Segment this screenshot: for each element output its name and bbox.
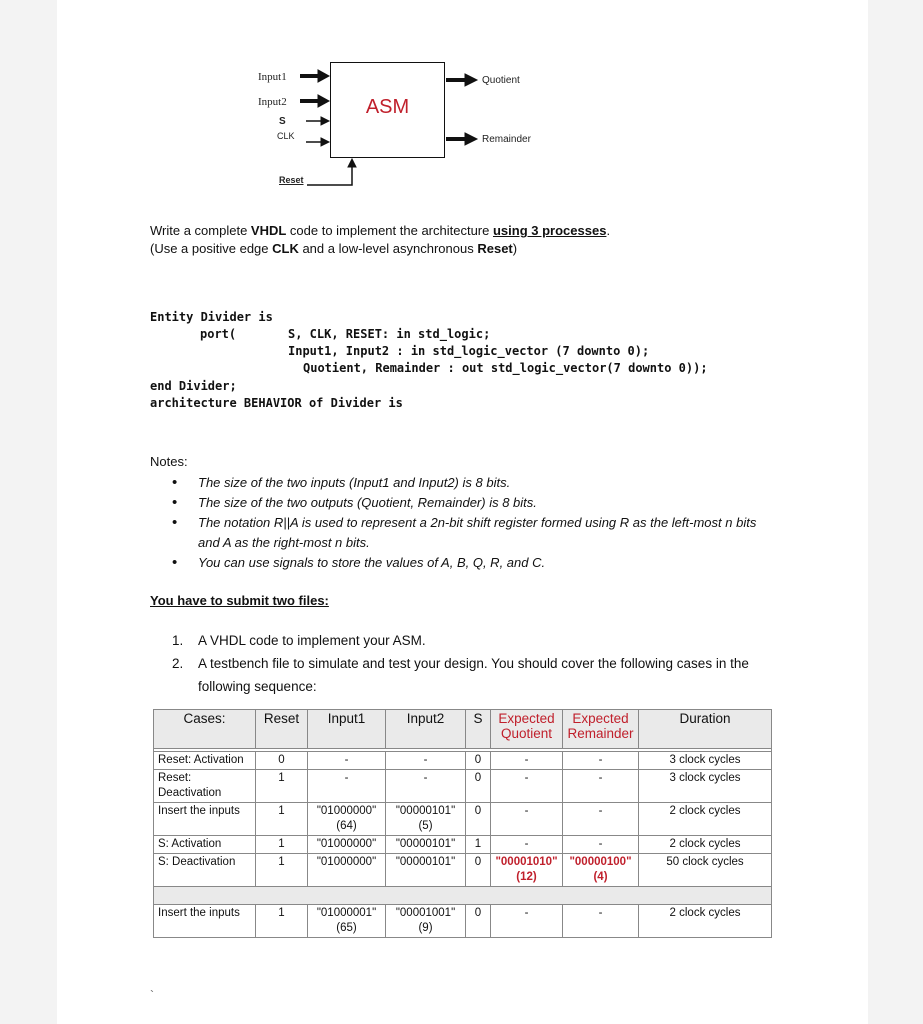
table-cell: - — [563, 770, 639, 803]
remainder-arrow-icon — [446, 133, 477, 145]
table-cell: "00001010" (12) — [491, 854, 563, 887]
table-cell: 0 — [466, 752, 491, 770]
table-cell: 1 — [256, 836, 308, 854]
table-cell: - — [491, 803, 563, 836]
table-separator-row — [154, 887, 772, 905]
reset-arrow-icon — [307, 159, 356, 185]
table-cell: 0 — [256, 752, 308, 770]
table-row — [154, 854, 772, 887]
diagram-arrows — [0, 0, 923, 200]
quotient-output-label: Quotient — [482, 75, 520, 86]
notes-list — [172, 473, 772, 573]
table-cell: 1 — [466, 836, 491, 854]
remainder-output-label: Remainder — [482, 134, 531, 145]
submit-heading: You have to submit two files: — [150, 593, 329, 608]
clk-label: CLK — [277, 131, 295, 141]
table-cell: 1 — [256, 803, 308, 836]
code-line: architecture BEHAVIOR of Divider is — [150, 396, 403, 410]
table-cell: 0 — [466, 905, 491, 938]
s-label: S — [279, 116, 286, 127]
table-header-row — [154, 710, 772, 749]
table-cell: "00000101" — [386, 854, 466, 887]
table-row — [154, 836, 772, 854]
table-cell: "01000001" (65) — [308, 905, 386, 938]
table-cell: "00000101" (5) — [386, 803, 466, 836]
table-cell: 0 — [466, 854, 491, 887]
test-cases-table — [153, 709, 772, 938]
table-cell: S: Deactivation — [154, 854, 256, 887]
column-header: Input1 — [308, 710, 386, 749]
list-item: • The size of the two inputs (Input1 and Input2) is 8 bits. — [172, 473, 772, 493]
column-header: S — [466, 710, 491, 749]
table-cell: - — [491, 770, 563, 803]
table-cell: Reset: Deactivation — [154, 770, 256, 803]
table-cell: 3 clock cycles — [639, 770, 772, 803]
table-cell: - — [563, 752, 639, 770]
table-cell: - — [308, 770, 386, 803]
clk-arrow-icon — [306, 138, 329, 146]
table-cell: S: Activation — [154, 836, 256, 854]
reset-label: Reset — [279, 175, 304, 185]
table-cell: 0 — [466, 803, 491, 836]
table-cell: 2 clock cycles — [639, 905, 772, 938]
notes-title: Notes: — [150, 454, 188, 469]
table-cell: 2 clock cycles — [639, 803, 772, 836]
asm-block-label: ASM — [365, 96, 410, 118]
column-header: Input2 — [386, 710, 466, 749]
submit-list — [172, 629, 782, 698]
table-row — [154, 752, 772, 770]
table-cell: "00000100" (4) — [563, 854, 639, 887]
instruction-line-1: Write a complete VHDL code to implement the architecture using 3 processes. — [150, 223, 611, 238]
list-item: • The notation R||A is used to represent a 2n-bit shift register formed using R as the left-most n bits and A as the right-most n bits. — [172, 513, 772, 553]
table-cell: 1 — [256, 905, 308, 938]
table-cell: - — [491, 836, 563, 854]
table-cell: - — [308, 752, 386, 770]
column-header: Duration — [639, 710, 772, 749]
code-line: end Divider; — [150, 379, 237, 393]
list-item: 2. A testbench file to simulate and test your design. You should cover the following cases in the following sequence: — [172, 656, 749, 694]
table-cell: - — [563, 836, 639, 854]
code-line: Input1, Input2 : in std_logic_vector (7 downto 0); — [288, 344, 650, 358]
code-line: Quotient, Remainder : out std_logic_vector(7 downto 0)); — [303, 361, 708, 375]
table-cell: - — [563, 905, 639, 938]
table-cell: 1 — [256, 854, 308, 887]
table-cell: Insert the inputs — [154, 803, 256, 836]
table-cell: - — [386, 770, 466, 803]
table-cell: Reset: Activation — [154, 752, 256, 770]
column-header: Expected Quotient — [491, 710, 563, 749]
table-cell: "00000101" — [386, 836, 466, 854]
input2-arrow-icon — [300, 95, 329, 107]
table-cell: 1 — [256, 770, 308, 803]
table-cell: - — [386, 752, 466, 770]
code-line: port( — [200, 327, 237, 341]
table-cell: 0 — [466, 770, 491, 803]
list-item: • The size of the two outputs (Quotient, Remainder) is 8 bits. — [172, 493, 772, 513]
table-row — [154, 770, 772, 803]
table-row — [154, 905, 772, 938]
table-cell: "01000000" — [308, 836, 386, 854]
column-header: Cases: — [154, 710, 256, 749]
column-header: Reset — [256, 710, 308, 749]
emphasis-three-processes: using 3 processes — [492, 223, 607, 238]
table-cell: - — [491, 905, 563, 938]
input1-arrow-icon — [300, 70, 329, 82]
table-cell: "00001001" (9) — [386, 905, 466, 938]
quotient-arrow-icon — [446, 74, 477, 86]
s-arrow-icon — [306, 117, 329, 125]
input1-label: Input1 — [258, 71, 287, 83]
input2-label: Input2 — [258, 96, 287, 108]
table-cell: 3 clock cycles — [639, 752, 772, 770]
stray-mark: ` — [150, 988, 154, 1002]
table-cell: 2 clock cycles — [639, 836, 772, 854]
list-item: 1. A VHDL code to implement your ASM. — [172, 633, 426, 648]
table-row — [154, 803, 772, 836]
table-cell: 50 clock cycles — [639, 854, 772, 887]
table-cell: Insert the inputs — [154, 905, 256, 938]
table-cell: - — [563, 803, 639, 836]
table-cell: - — [491, 752, 563, 770]
code-line: Entity Divider is — [150, 310, 273, 324]
table-cell: "01000000" (64) — [308, 803, 386, 836]
list-item: • You can use signals to store the values of A, B, Q, R, and C. — [172, 553, 772, 573]
code-line: S, CLK, RESET: in std_logic; — [288, 327, 491, 341]
instruction-line-2: (Use a positive edge CLK and a low-level asynchronous Reset) — [150, 241, 518, 256]
task-instructions — [150, 222, 610, 258]
table-cell: "01000000" — [308, 854, 386, 887]
column-header: Expected Remainder — [563, 710, 639, 749]
